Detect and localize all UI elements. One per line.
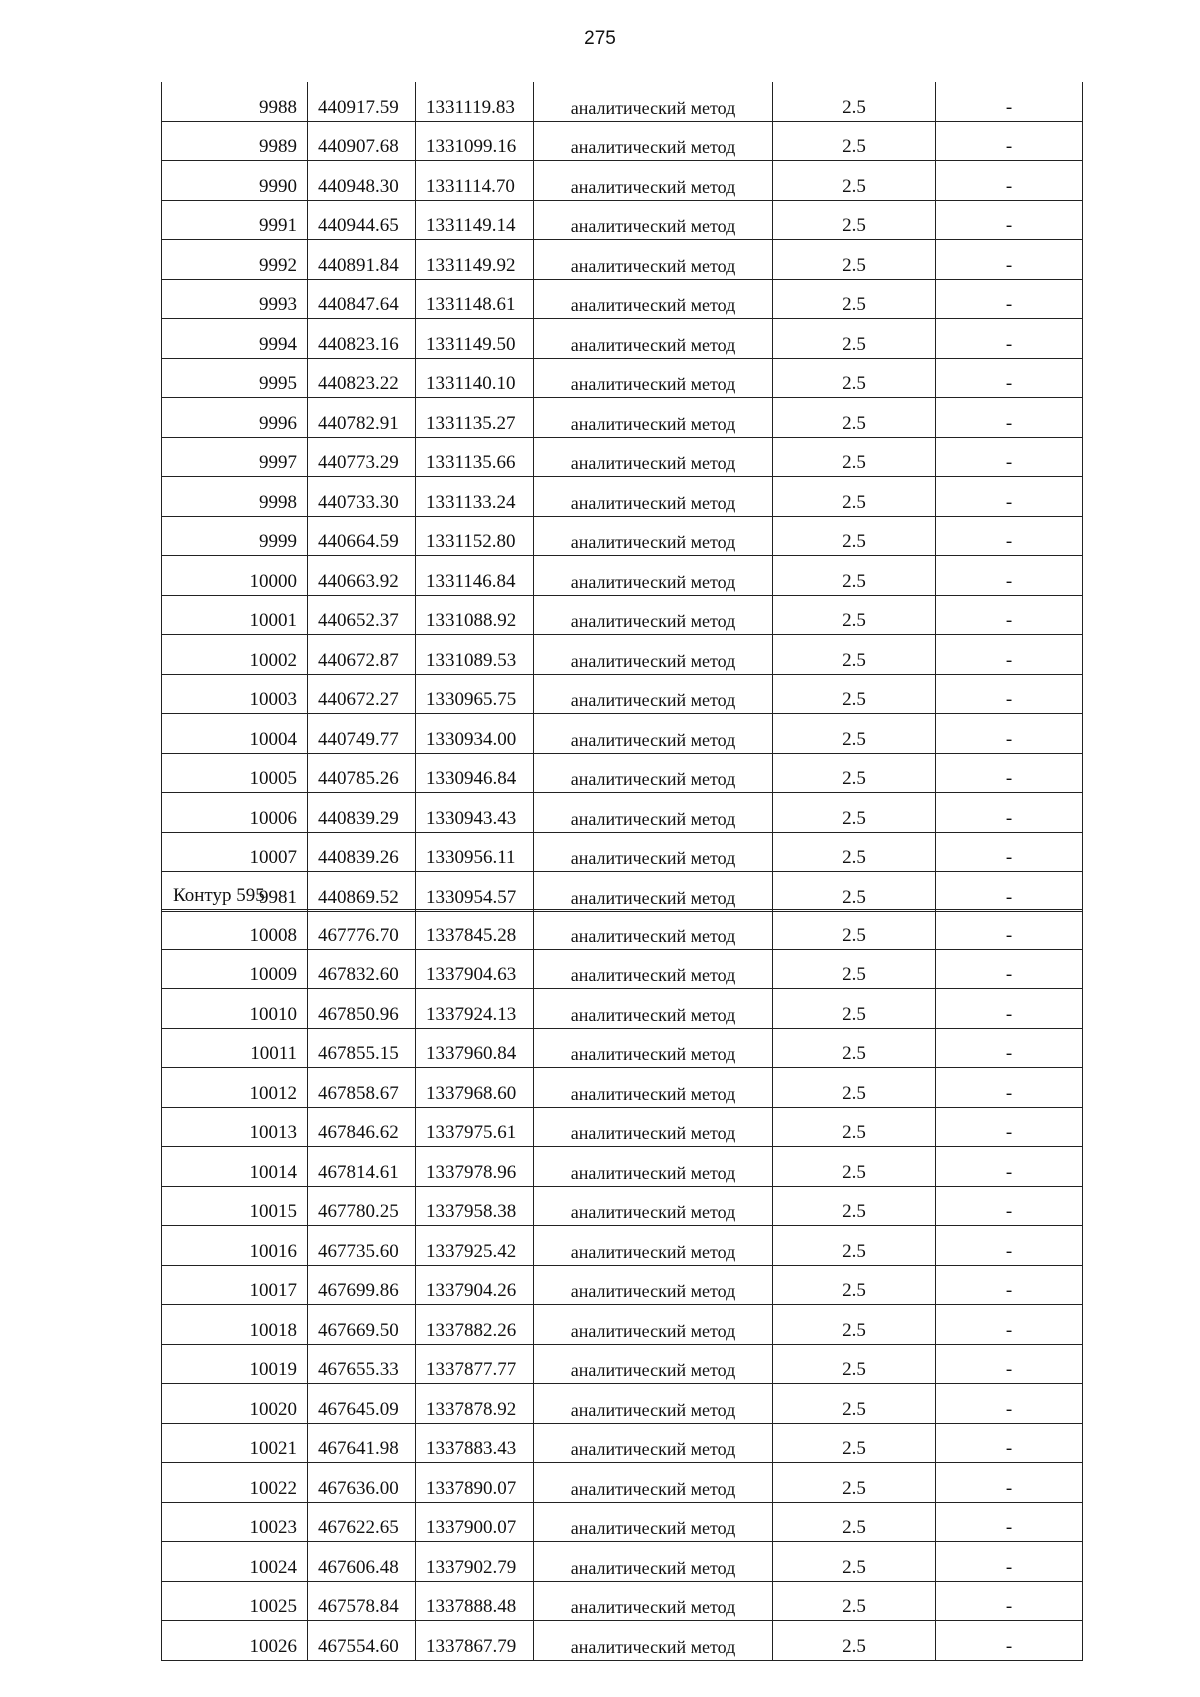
y-coordinate-cell: 1331099.16	[416, 121, 534, 161]
note-cell: -	[936, 200, 1083, 240]
table-row	[162, 1344, 1083, 1384]
y-coordinate-cell: 1337904.63	[416, 949, 534, 989]
point-number-cell: 10026	[162, 1621, 308, 1661]
method-cell: аналитический метод	[534, 200, 773, 240]
note-cell: -	[936, 437, 1083, 477]
method-cell: аналитический метод	[534, 1226, 773, 1266]
y-coordinate-cell: 1331148.61	[416, 279, 534, 319]
point-number-cell: 10003	[162, 674, 308, 714]
note-cell: -	[936, 595, 1083, 635]
method-cell: аналитический метод	[534, 477, 773, 517]
method-cell: аналитический метод	[534, 1581, 773, 1621]
accuracy-cell: 2.5	[773, 1581, 936, 1621]
note-cell: -	[936, 1502, 1083, 1542]
point-number-cell: 9999	[162, 516, 308, 556]
accuracy-cell: 2.5	[773, 1502, 936, 1542]
x-coordinate-cell: 467832.60	[308, 949, 416, 989]
x-coordinate-cell: 440917.59	[308, 82, 416, 121]
method-cell: аналитический метод	[534, 437, 773, 477]
point-number-cell: 9989	[162, 121, 308, 161]
point-number-cell: 9994	[162, 319, 308, 359]
x-coordinate-cell: 467699.86	[308, 1265, 416, 1305]
method-cell: аналитический метод	[534, 910, 773, 950]
y-coordinate-cell: 1337867.79	[416, 1621, 534, 1661]
accuracy-cell: 2.5	[773, 1226, 936, 1266]
accuracy-cell: 2.5	[773, 949, 936, 989]
point-number-cell: 9995	[162, 358, 308, 398]
x-coordinate-cell: 467636.00	[308, 1463, 416, 1503]
point-number-cell: 9992	[162, 240, 308, 280]
point-number-cell: 10000	[162, 556, 308, 596]
method-cell: аналитический метод	[534, 1463, 773, 1503]
y-coordinate-cell: 1337978.96	[416, 1147, 534, 1187]
x-coordinate-cell: 440907.68	[308, 121, 416, 161]
point-number-cell: 9988	[162, 82, 308, 121]
table-row	[162, 161, 1083, 201]
y-coordinate-cell: 1337925.42	[416, 1226, 534, 1266]
accuracy-cell: 2.5	[773, 1542, 936, 1582]
table-1-body	[162, 82, 1083, 911]
x-coordinate-cell: 440944.65	[308, 200, 416, 240]
note-cell: -	[936, 398, 1083, 438]
accuracy-cell: 2.5	[773, 1068, 936, 1108]
note-cell: -	[936, 714, 1083, 754]
accuracy-cell: 2.5	[773, 1265, 936, 1305]
x-coordinate-cell: 467645.09	[308, 1384, 416, 1424]
accuracy-cell: 2.5	[773, 121, 936, 161]
table-row	[162, 872, 1083, 912]
accuracy-cell: 2.5	[773, 398, 936, 438]
x-coordinate-cell: 467855.15	[308, 1028, 416, 1068]
accuracy-cell: 2.5	[773, 279, 936, 319]
x-coordinate-cell: 467850.96	[308, 989, 416, 1029]
method-cell: аналитический метод	[534, 121, 773, 161]
x-coordinate-cell: 467735.60	[308, 1226, 416, 1266]
y-coordinate-cell: 1337890.07	[416, 1463, 534, 1503]
table-row	[162, 1621, 1083, 1661]
point-number-cell: 10021	[162, 1423, 308, 1463]
method-cell: аналитический метод	[534, 989, 773, 1029]
x-coordinate-cell: 467622.65	[308, 1502, 416, 1542]
method-cell: аналитический метод	[534, 595, 773, 635]
accuracy-cell: 2.5	[773, 753, 936, 793]
accuracy-cell: 2.5	[773, 1186, 936, 1226]
y-coordinate-cell: 1337924.13	[416, 989, 534, 1029]
method-cell: аналитический метод	[534, 82, 773, 121]
y-coordinate-cell: 1330946.84	[416, 753, 534, 793]
y-coordinate-cell: 1331149.92	[416, 240, 534, 280]
note-cell: -	[936, 240, 1083, 280]
method-cell: аналитический метод	[534, 1265, 773, 1305]
accuracy-cell: 2.5	[773, 319, 936, 359]
page-number: 275	[584, 28, 616, 49]
y-coordinate-cell: 1337975.61	[416, 1107, 534, 1147]
method-cell: аналитический метод	[534, 279, 773, 319]
method-cell: аналитический метод	[534, 398, 773, 438]
point-number-cell: 10013	[162, 1107, 308, 1147]
table-row	[162, 1107, 1083, 1147]
accuracy-cell: 2.5	[773, 240, 936, 280]
table-row	[162, 200, 1083, 240]
point-number-cell: 9991	[162, 200, 308, 240]
table-row	[162, 989, 1083, 1029]
point-number-cell: 10025	[162, 1581, 308, 1621]
point-number-cell: 10004	[162, 714, 308, 754]
note-cell: -	[936, 635, 1083, 675]
x-coordinate-cell: 467776.70	[308, 910, 416, 950]
table-row	[162, 949, 1083, 989]
point-number-cell: 9996	[162, 398, 308, 438]
accuracy-cell: 2.5	[773, 1305, 936, 1345]
table-row	[162, 279, 1083, 319]
y-coordinate-cell: 1337845.28	[416, 910, 534, 950]
table-2-body	[162, 910, 1083, 1661]
note-cell: -	[936, 1186, 1083, 1226]
x-coordinate-cell: 440773.29	[308, 437, 416, 477]
y-coordinate-cell: 1337904.26	[416, 1265, 534, 1305]
table-row	[162, 556, 1083, 596]
note-cell: -	[936, 753, 1083, 793]
table-row	[162, 910, 1083, 950]
method-cell: аналитический метод	[534, 1305, 773, 1345]
accuracy-cell: 2.5	[773, 989, 936, 1029]
method-cell: аналитический метод	[534, 319, 773, 359]
y-coordinate-cell: 1330943.43	[416, 793, 534, 833]
x-coordinate-cell: 440823.16	[308, 319, 416, 359]
y-coordinate-cell: 1330934.00	[416, 714, 534, 754]
point-number-cell: 10010	[162, 989, 308, 1029]
x-coordinate-cell: 440733.30	[308, 477, 416, 517]
y-coordinate-cell: 1331089.53	[416, 635, 534, 675]
note-cell: -	[936, 516, 1083, 556]
method-cell: аналитический метод	[534, 674, 773, 714]
method-cell: аналитический метод	[534, 1384, 773, 1424]
note-cell: -	[936, 1423, 1083, 1463]
note-cell: -	[936, 121, 1083, 161]
table-row	[162, 319, 1083, 359]
table-row	[162, 240, 1083, 280]
point-number-cell: 9998	[162, 477, 308, 517]
y-coordinate-cell: 1331149.14	[416, 200, 534, 240]
table-row	[162, 753, 1083, 793]
note-cell: -	[936, 1226, 1083, 1266]
y-coordinate-cell: 1337960.84	[416, 1028, 534, 1068]
y-coordinate-cell: 1331140.10	[416, 358, 534, 398]
table-row	[162, 1463, 1083, 1503]
note-cell: -	[936, 1265, 1083, 1305]
coordinates-table-2	[161, 909, 1083, 1661]
method-cell: аналитический метод	[534, 1423, 773, 1463]
y-coordinate-cell: 1330956.11	[416, 832, 534, 872]
accuracy-cell: 2.5	[773, 1107, 936, 1147]
note-cell: -	[936, 1028, 1083, 1068]
point-number-cell: 10001	[162, 595, 308, 635]
method-cell: аналитический метод	[534, 1186, 773, 1226]
method-cell: аналитический метод	[534, 1147, 773, 1187]
x-coordinate-cell: 440785.26	[308, 753, 416, 793]
x-coordinate-cell: 467858.67	[308, 1068, 416, 1108]
table-row	[162, 358, 1083, 398]
accuracy-cell: 2.5	[773, 910, 936, 950]
method-cell: аналитический метод	[534, 832, 773, 872]
note-cell: -	[936, 319, 1083, 359]
method-cell: аналитический метод	[534, 1107, 773, 1147]
method-cell: аналитический метод	[534, 1344, 773, 1384]
method-cell: аналитический метод	[534, 240, 773, 280]
method-cell: аналитический метод	[534, 714, 773, 754]
table-row	[162, 635, 1083, 675]
point-number-cell: 10023	[162, 1502, 308, 1542]
note-cell: -	[936, 1305, 1083, 1345]
table-row	[162, 1028, 1083, 1068]
x-coordinate-cell: 467669.50	[308, 1305, 416, 1345]
note-cell: -	[936, 161, 1083, 201]
x-coordinate-cell: 440782.91	[308, 398, 416, 438]
table-row	[162, 1147, 1083, 1187]
method-cell: аналитический метод	[534, 793, 773, 833]
accuracy-cell: 2.5	[773, 82, 936, 121]
accuracy-cell: 2.5	[773, 1463, 936, 1503]
method-cell: аналитический метод	[534, 1621, 773, 1661]
note-cell: -	[936, 1621, 1083, 1661]
table-row	[162, 437, 1083, 477]
table-row	[162, 1226, 1083, 1266]
note-cell: -	[936, 949, 1083, 989]
y-coordinate-cell: 1331088.92	[416, 595, 534, 635]
y-coordinate-cell: 1331135.27	[416, 398, 534, 438]
point-number-cell: 10020	[162, 1384, 308, 1424]
method-cell: аналитический метод	[534, 1028, 773, 1068]
method-cell: аналитический метод	[534, 1502, 773, 1542]
coordinates-table-1	[161, 82, 1083, 912]
x-coordinate-cell: 467578.84	[308, 1581, 416, 1621]
y-coordinate-cell: 1337902.79	[416, 1542, 534, 1582]
point-number-cell: 10017	[162, 1265, 308, 1305]
x-coordinate-cell: 467606.48	[308, 1542, 416, 1582]
x-coordinate-cell: 440672.27	[308, 674, 416, 714]
method-cell: аналитический метод	[534, 635, 773, 675]
accuracy-cell: 2.5	[773, 635, 936, 675]
table-row	[162, 1265, 1083, 1305]
method-cell: аналитический метод	[534, 949, 773, 989]
table-row	[162, 1423, 1083, 1463]
accuracy-cell: 2.5	[773, 1028, 936, 1068]
y-coordinate-cell: 1330954.57	[416, 872, 534, 912]
y-coordinate-cell: 1331135.66	[416, 437, 534, 477]
note-cell: -	[936, 477, 1083, 517]
point-number-cell: 10006	[162, 793, 308, 833]
table-row	[162, 832, 1083, 872]
y-coordinate-cell: 1337878.92	[416, 1384, 534, 1424]
accuracy-cell: 2.5	[773, 437, 936, 477]
y-coordinate-cell: 1331146.84	[416, 556, 534, 596]
accuracy-cell: 2.5	[773, 556, 936, 596]
accuracy-cell: 2.5	[773, 1147, 936, 1187]
x-coordinate-cell: 440869.52	[308, 872, 416, 912]
method-cell: аналитический метод	[534, 1068, 773, 1108]
point-number-cell: 10007	[162, 832, 308, 872]
point-number-cell: 10009	[162, 949, 308, 989]
x-coordinate-cell: 467846.62	[308, 1107, 416, 1147]
table-row	[162, 1502, 1083, 1542]
accuracy-cell: 2.5	[773, 872, 936, 912]
x-coordinate-cell: 440839.29	[308, 793, 416, 833]
point-number-cell: 10008	[162, 910, 308, 950]
point-number-cell: 10002	[162, 635, 308, 675]
point-number-cell: 9993	[162, 279, 308, 319]
x-coordinate-cell: 467814.61	[308, 1147, 416, 1187]
method-cell: аналитический метод	[534, 1542, 773, 1582]
point-number-cell: 9997	[162, 437, 308, 477]
note-cell: -	[936, 358, 1083, 398]
x-coordinate-cell: 440664.59	[308, 516, 416, 556]
x-coordinate-cell: 467554.60	[308, 1621, 416, 1661]
note-cell: -	[936, 279, 1083, 319]
note-cell: -	[936, 1344, 1083, 1384]
y-coordinate-cell: 1331119.83	[416, 82, 534, 121]
table-row	[162, 714, 1083, 754]
point-number-cell: 10011	[162, 1028, 308, 1068]
point-number-cell: 10005	[162, 753, 308, 793]
point-number-cell: 10015	[162, 1186, 308, 1226]
y-coordinate-cell: 1331133.24	[416, 477, 534, 517]
note-cell: -	[936, 872, 1083, 912]
note-cell: -	[936, 910, 1083, 950]
accuracy-cell: 2.5	[773, 1384, 936, 1424]
table-row	[162, 1305, 1083, 1345]
table-row	[162, 516, 1083, 556]
table-row	[162, 595, 1083, 635]
x-coordinate-cell: 440749.77	[308, 714, 416, 754]
y-coordinate-cell: 1331152.80	[416, 516, 534, 556]
point-number-cell: 10022	[162, 1463, 308, 1503]
x-coordinate-cell: 467641.98	[308, 1423, 416, 1463]
table-row	[162, 121, 1083, 161]
y-coordinate-cell: 1330965.75	[416, 674, 534, 714]
table-row	[162, 1542, 1083, 1582]
accuracy-cell: 2.5	[773, 1621, 936, 1661]
accuracy-cell: 2.5	[773, 595, 936, 635]
table-row	[162, 1068, 1083, 1108]
y-coordinate-cell: 1331114.70	[416, 161, 534, 201]
point-number-cell: 10012	[162, 1068, 308, 1108]
accuracy-cell: 2.5	[773, 1423, 936, 1463]
table-row	[162, 674, 1083, 714]
note-cell: -	[936, 832, 1083, 872]
note-cell: -	[936, 1107, 1083, 1147]
x-coordinate-cell: 440948.30	[308, 161, 416, 201]
note-cell: -	[936, 1147, 1083, 1187]
y-coordinate-cell: 1337888.48	[416, 1581, 534, 1621]
method-cell: аналитический метод	[534, 516, 773, 556]
method-cell: аналитический метод	[534, 358, 773, 398]
y-coordinate-cell: 1331149.50	[416, 319, 534, 359]
accuracy-cell: 2.5	[773, 714, 936, 754]
contour-label: Контур 595	[173, 885, 265, 906]
point-number-cell: 10016	[162, 1226, 308, 1266]
x-coordinate-cell: 440823.22	[308, 358, 416, 398]
accuracy-cell: 2.5	[773, 793, 936, 833]
point-number-cell: 10018	[162, 1305, 308, 1345]
x-coordinate-cell: 440839.26	[308, 832, 416, 872]
note-cell: -	[936, 82, 1083, 121]
y-coordinate-cell: 1337883.43	[416, 1423, 534, 1463]
note-cell: -	[936, 1384, 1083, 1424]
point-number-cell: 10014	[162, 1147, 308, 1187]
x-coordinate-cell: 467780.25	[308, 1186, 416, 1226]
note-cell: -	[936, 1542, 1083, 1582]
y-coordinate-cell: 1337900.07	[416, 1502, 534, 1542]
note-cell: -	[936, 1068, 1083, 1108]
point-number-cell: 10024	[162, 1542, 308, 1582]
x-coordinate-cell: 440652.37	[308, 595, 416, 635]
accuracy-cell: 2.5	[773, 161, 936, 201]
accuracy-cell: 2.5	[773, 674, 936, 714]
table-row	[162, 1581, 1083, 1621]
x-coordinate-cell: 440672.87	[308, 635, 416, 675]
note-cell: -	[936, 1463, 1083, 1503]
note-cell: -	[936, 674, 1083, 714]
table-row	[162, 793, 1083, 833]
accuracy-cell: 2.5	[773, 516, 936, 556]
point-number-cell: 10019	[162, 1344, 308, 1384]
x-coordinate-cell: 440663.92	[308, 556, 416, 596]
accuracy-cell: 2.5	[773, 1344, 936, 1384]
y-coordinate-cell: 1337958.38	[416, 1186, 534, 1226]
method-cell: аналитический метод	[534, 556, 773, 596]
accuracy-cell: 2.5	[773, 358, 936, 398]
x-coordinate-cell: 440891.84	[308, 240, 416, 280]
table-row	[162, 398, 1083, 438]
y-coordinate-cell: 1337882.26	[416, 1305, 534, 1345]
table-row	[162, 1384, 1083, 1424]
y-coordinate-cell: 1337968.60	[416, 1068, 534, 1108]
method-cell: аналитический метод	[534, 753, 773, 793]
note-cell: -	[936, 1581, 1083, 1621]
table-row	[162, 1186, 1083, 1226]
x-coordinate-cell: 440847.64	[308, 279, 416, 319]
point-number-cell: 9981	[162, 872, 308, 912]
point-number-cell: 9990	[162, 161, 308, 201]
method-cell: аналитический метод	[534, 161, 773, 201]
accuracy-cell: 2.5	[773, 477, 936, 517]
note-cell: -	[936, 556, 1083, 596]
method-cell: аналитический метод	[534, 872, 773, 912]
y-coordinate-cell: 1337877.77	[416, 1344, 534, 1384]
x-coordinate-cell: 467655.33	[308, 1344, 416, 1384]
table-row	[162, 82, 1083, 121]
accuracy-cell: 2.5	[773, 832, 936, 872]
note-cell: -	[936, 989, 1083, 1029]
accuracy-cell: 2.5	[773, 200, 936, 240]
note-cell: -	[936, 793, 1083, 833]
table-row	[162, 477, 1083, 517]
